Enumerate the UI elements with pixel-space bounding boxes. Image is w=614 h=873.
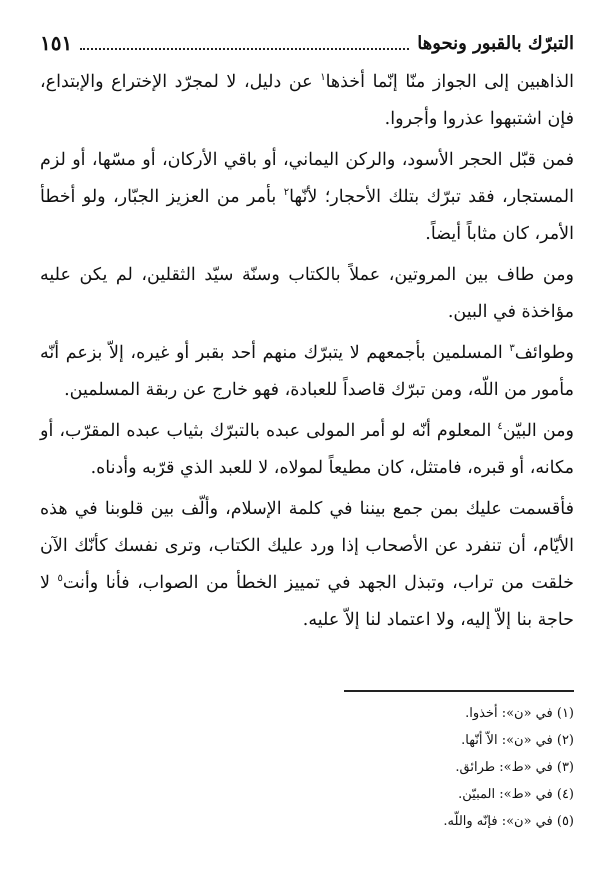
footnote-ref: ٣ bbox=[509, 343, 515, 355]
paragraph: فمن قبّل الحجر الأسود، والركن اليماني، أو باقي الأركان، أو مسّها، أو لزم المستجار، فقد تبرّك بتلك الأحجار؛ لأنّها$^٢$ بأمر من العزيز الجبّار، ولو أخطأ الأمر، كان مثاباً أيضاً. bbox=[40, 150, 574, 244]
footnote-ref: ٥ bbox=[57, 573, 63, 585]
footnotes bbox=[300, 700, 574, 835]
footnote: (٢) في «ن»: الاّ أنّها. bbox=[461, 733, 574, 748]
footnote-ref: ١ bbox=[320, 72, 326, 84]
paragraph: ومن البيّن$^٤$ المعلوم أنّه لو أمر المولى عبده بالتبرّك بثياب عبده المقرّب، أو مكانه، أو قبره، فامتثل، كان مطيعاً لمولاه، لا للعبد الذي قرّبه وأدناه. bbox=[40, 421, 574, 478]
paragraph: وطوائف$^٣$ المسلمين بأجمعهم لا يتبرّك منهم أحد بقبر أو غيره، إلاّ بزعم أنّه مأمور من اللّه، ومن تبرّك قاصداً للعبادة، فهو خارج عن ربقة المسلمين. bbox=[40, 343, 574, 400]
footnote: (٤) في «ط»: المبيّن. bbox=[458, 787, 574, 802]
header-title: التبرّك بالقبور ونحوها bbox=[417, 32, 574, 54]
footnote-separator bbox=[344, 690, 574, 692]
header-dotted-leader bbox=[80, 36, 409, 50]
footnote: (٥) في «ن»: فإنّه واللّه. bbox=[443, 814, 574, 829]
footnote-ref: ٤ bbox=[497, 421, 503, 433]
page-number: ١٥١ bbox=[40, 31, 73, 55]
paragraph: ومن طاف بين المروتين، عملاً بالكتاب وسنّة سيّد الثقلين، لم يكن عليه مؤاخذة في البين. bbox=[40, 265, 574, 322]
footnote-ref: ٢ bbox=[283, 187, 290, 199]
paragraph: الذاهبين إلى الجواز منّا إنّما أخذها$^١$ عن دليل، لا لمجرّد الإختراع والإبتداع، فإن اشتبهوا عذروا وأجروا. bbox=[40, 72, 575, 129]
footnote: (٣) في «ط»: طرائق. bbox=[455, 760, 574, 775]
footnote: (١) في «ن»: أخذوا. bbox=[465, 706, 574, 721]
main-text bbox=[40, 64, 574, 664]
running-header bbox=[40, 26, 574, 60]
paragraph: فأقسمت عليك بمن جمع بيننا في كلمة الإسلام، وألّف بين قلوبنا في هذه الأيّام، أن تنفرد عن الأصحاب إذا ورد عليك الكتاب، وترى نفسك كأنّك الآن خلقت من تراب، وتبذل الجهد في تمييز الخطأ من الصواب، فأنا وأنت$^٥$ لا حاجة بنا إلاّ إليه، ولا اعتماد لنا إلاّ عليه. bbox=[40, 499, 574, 630]
